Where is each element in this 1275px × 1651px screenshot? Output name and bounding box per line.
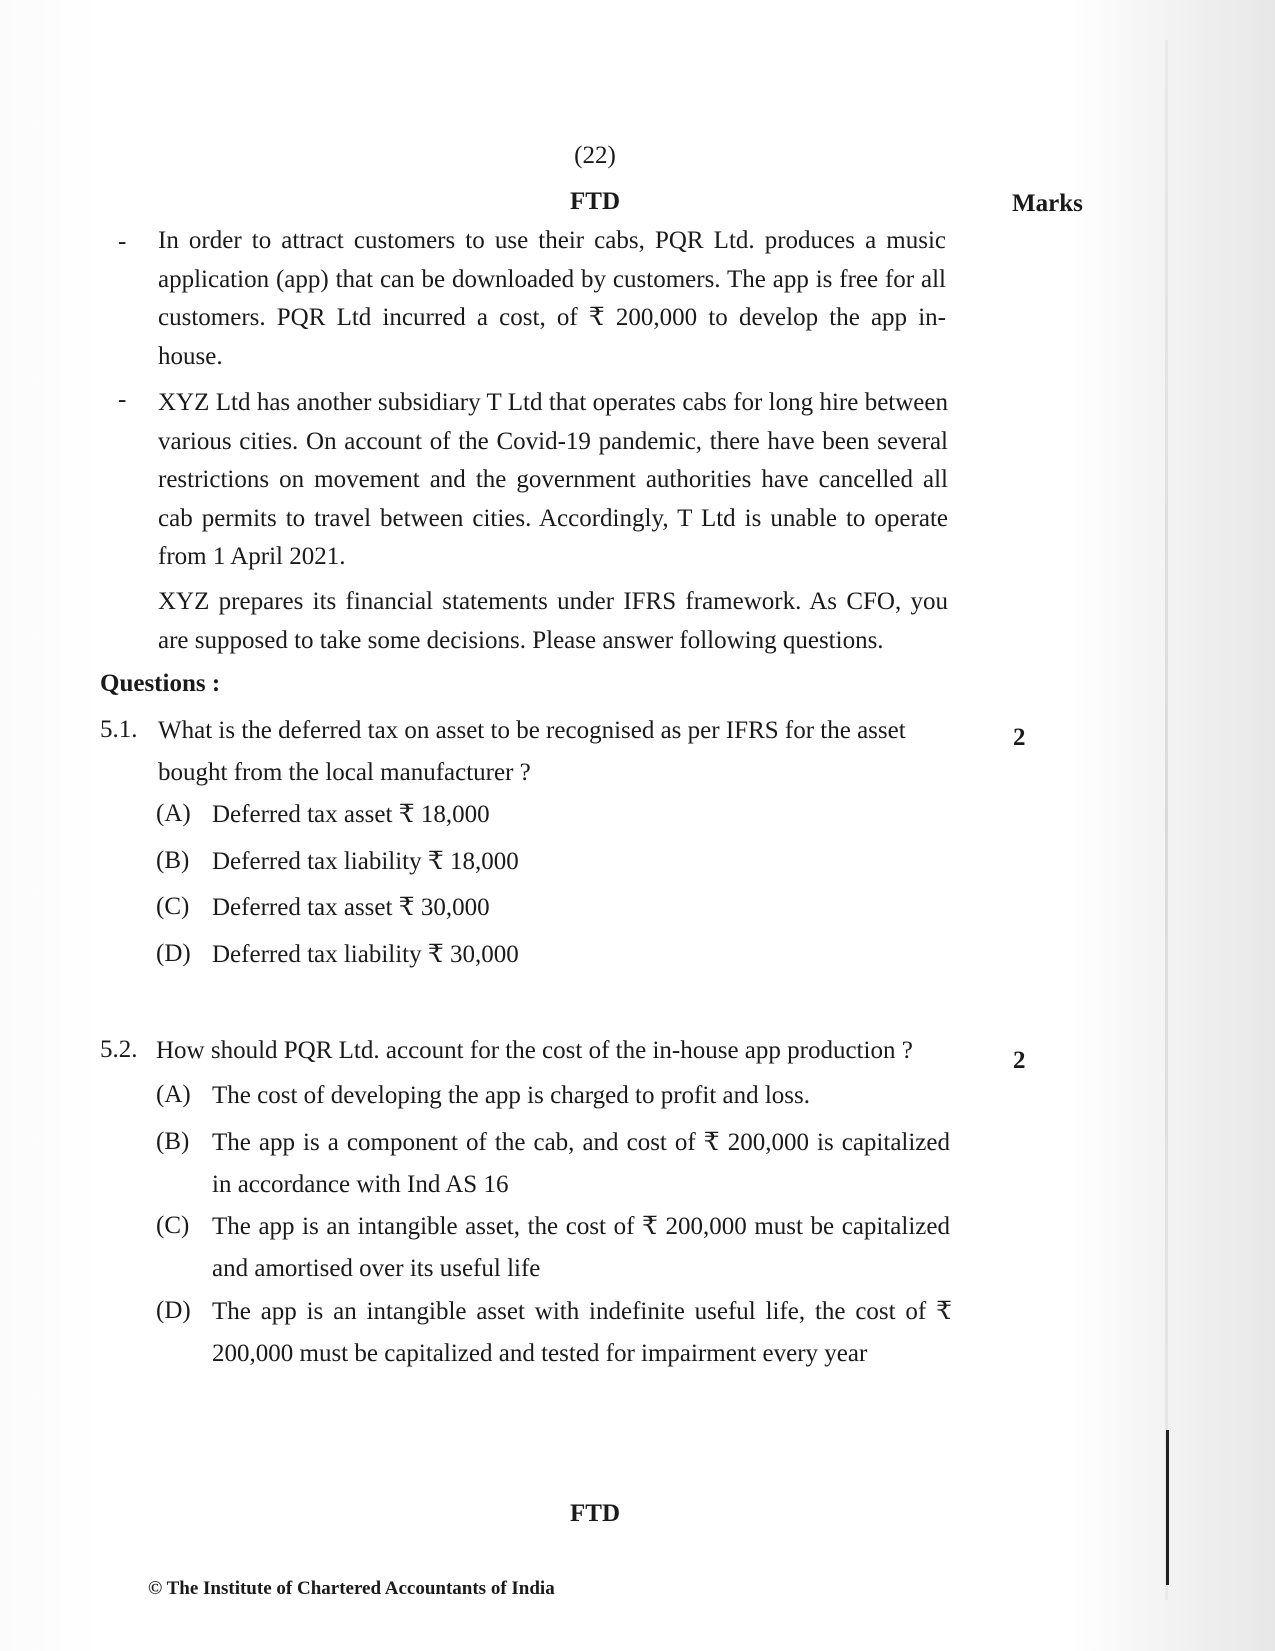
option-text: Deferred tax asset ₹ 18,000 xyxy=(212,801,490,828)
option-text: Deferred tax liability ₹ 18,000 xyxy=(212,848,519,875)
option-letter: (D) xyxy=(156,940,191,967)
bullet-marker: - xyxy=(118,228,127,255)
option-text: The app is an intangible asset, the cost of ₹ 200,000 must be capitalized and amortised over its useful life xyxy=(212,1213,950,1282)
option-text: Deferred tax liability ₹ 30,000 xyxy=(212,941,519,968)
option-text: The app is an intangible asset with indefinite useful life, the cost of ₹ 200,000 must be capitalized and tested for impairment every year xyxy=(212,1298,952,1367)
option-letter: (B) xyxy=(156,847,190,874)
closing-paragraph: XYZ prepares its financial statements under IFRS framework. As CFO, you are supposed to take some decisions. Please answer following questions. xyxy=(158,588,948,654)
copyright-notice: © The Institute of Chartered Accountants of India xyxy=(148,1578,555,1599)
question-text: How should PQR Ltd. account for the cost of the in-house app production ? xyxy=(156,1037,913,1064)
option-letter: (B) xyxy=(156,1128,190,1155)
bullet-paragraph-app: In order to attract customers to use their cabs, PQR Ltd. produces a music application (app) that can be downloaded by customers. The app is free for all customers. PQR Ltd incurred a cost, of ₹ 200,000 to develop the app in-house. xyxy=(158,227,946,370)
option-text: The cost of developing the app is charged to profit and loss. xyxy=(212,1082,811,1109)
option-letter: (D) xyxy=(156,1297,191,1324)
question-number: 5.1. xyxy=(100,716,138,743)
questions-heading: Questions : xyxy=(100,670,221,697)
option-text: The app is a component of the cab, and cost of ₹ 200,000 is capitalized in accordance with Ind AS 16 xyxy=(212,1129,950,1198)
option-letter: (C) xyxy=(156,1212,190,1239)
option-text: Deferred tax asset ₹ 30,000 xyxy=(212,894,490,921)
option-letter: (A) xyxy=(156,800,191,827)
bullet-marker: - xyxy=(118,386,127,413)
question-marks: 2 xyxy=(1013,724,1026,751)
footer-code: FTD xyxy=(570,1500,620,1527)
header-code: FTD xyxy=(570,188,620,215)
option-letter: (C) xyxy=(156,893,190,920)
question-marks: 2 xyxy=(1013,1047,1026,1074)
question-number: 5.2. xyxy=(100,1036,138,1063)
question-text: What is the deferred tax on asset to be recognised as per IFRS for the asset bought from the local manufacturer ? xyxy=(158,717,906,786)
page-number: (22) xyxy=(574,142,616,169)
bullet-paragraph-t-ltd: XYZ Ltd has another subsidiary T Ltd that operates cabs for long hire between various cities. On account of the Covid-19 pandemic, there have been several restrictions on movement and the government authorities have cancelled all cab permits to travel between cities. Accordingly, T Ltd is unable to operate from 1 April 2021. xyxy=(158,389,948,570)
marks-heading: Marks xyxy=(1012,190,1083,217)
scan-edge-shadow xyxy=(1165,40,1168,1600)
option-letter: (A) xyxy=(156,1081,191,1108)
